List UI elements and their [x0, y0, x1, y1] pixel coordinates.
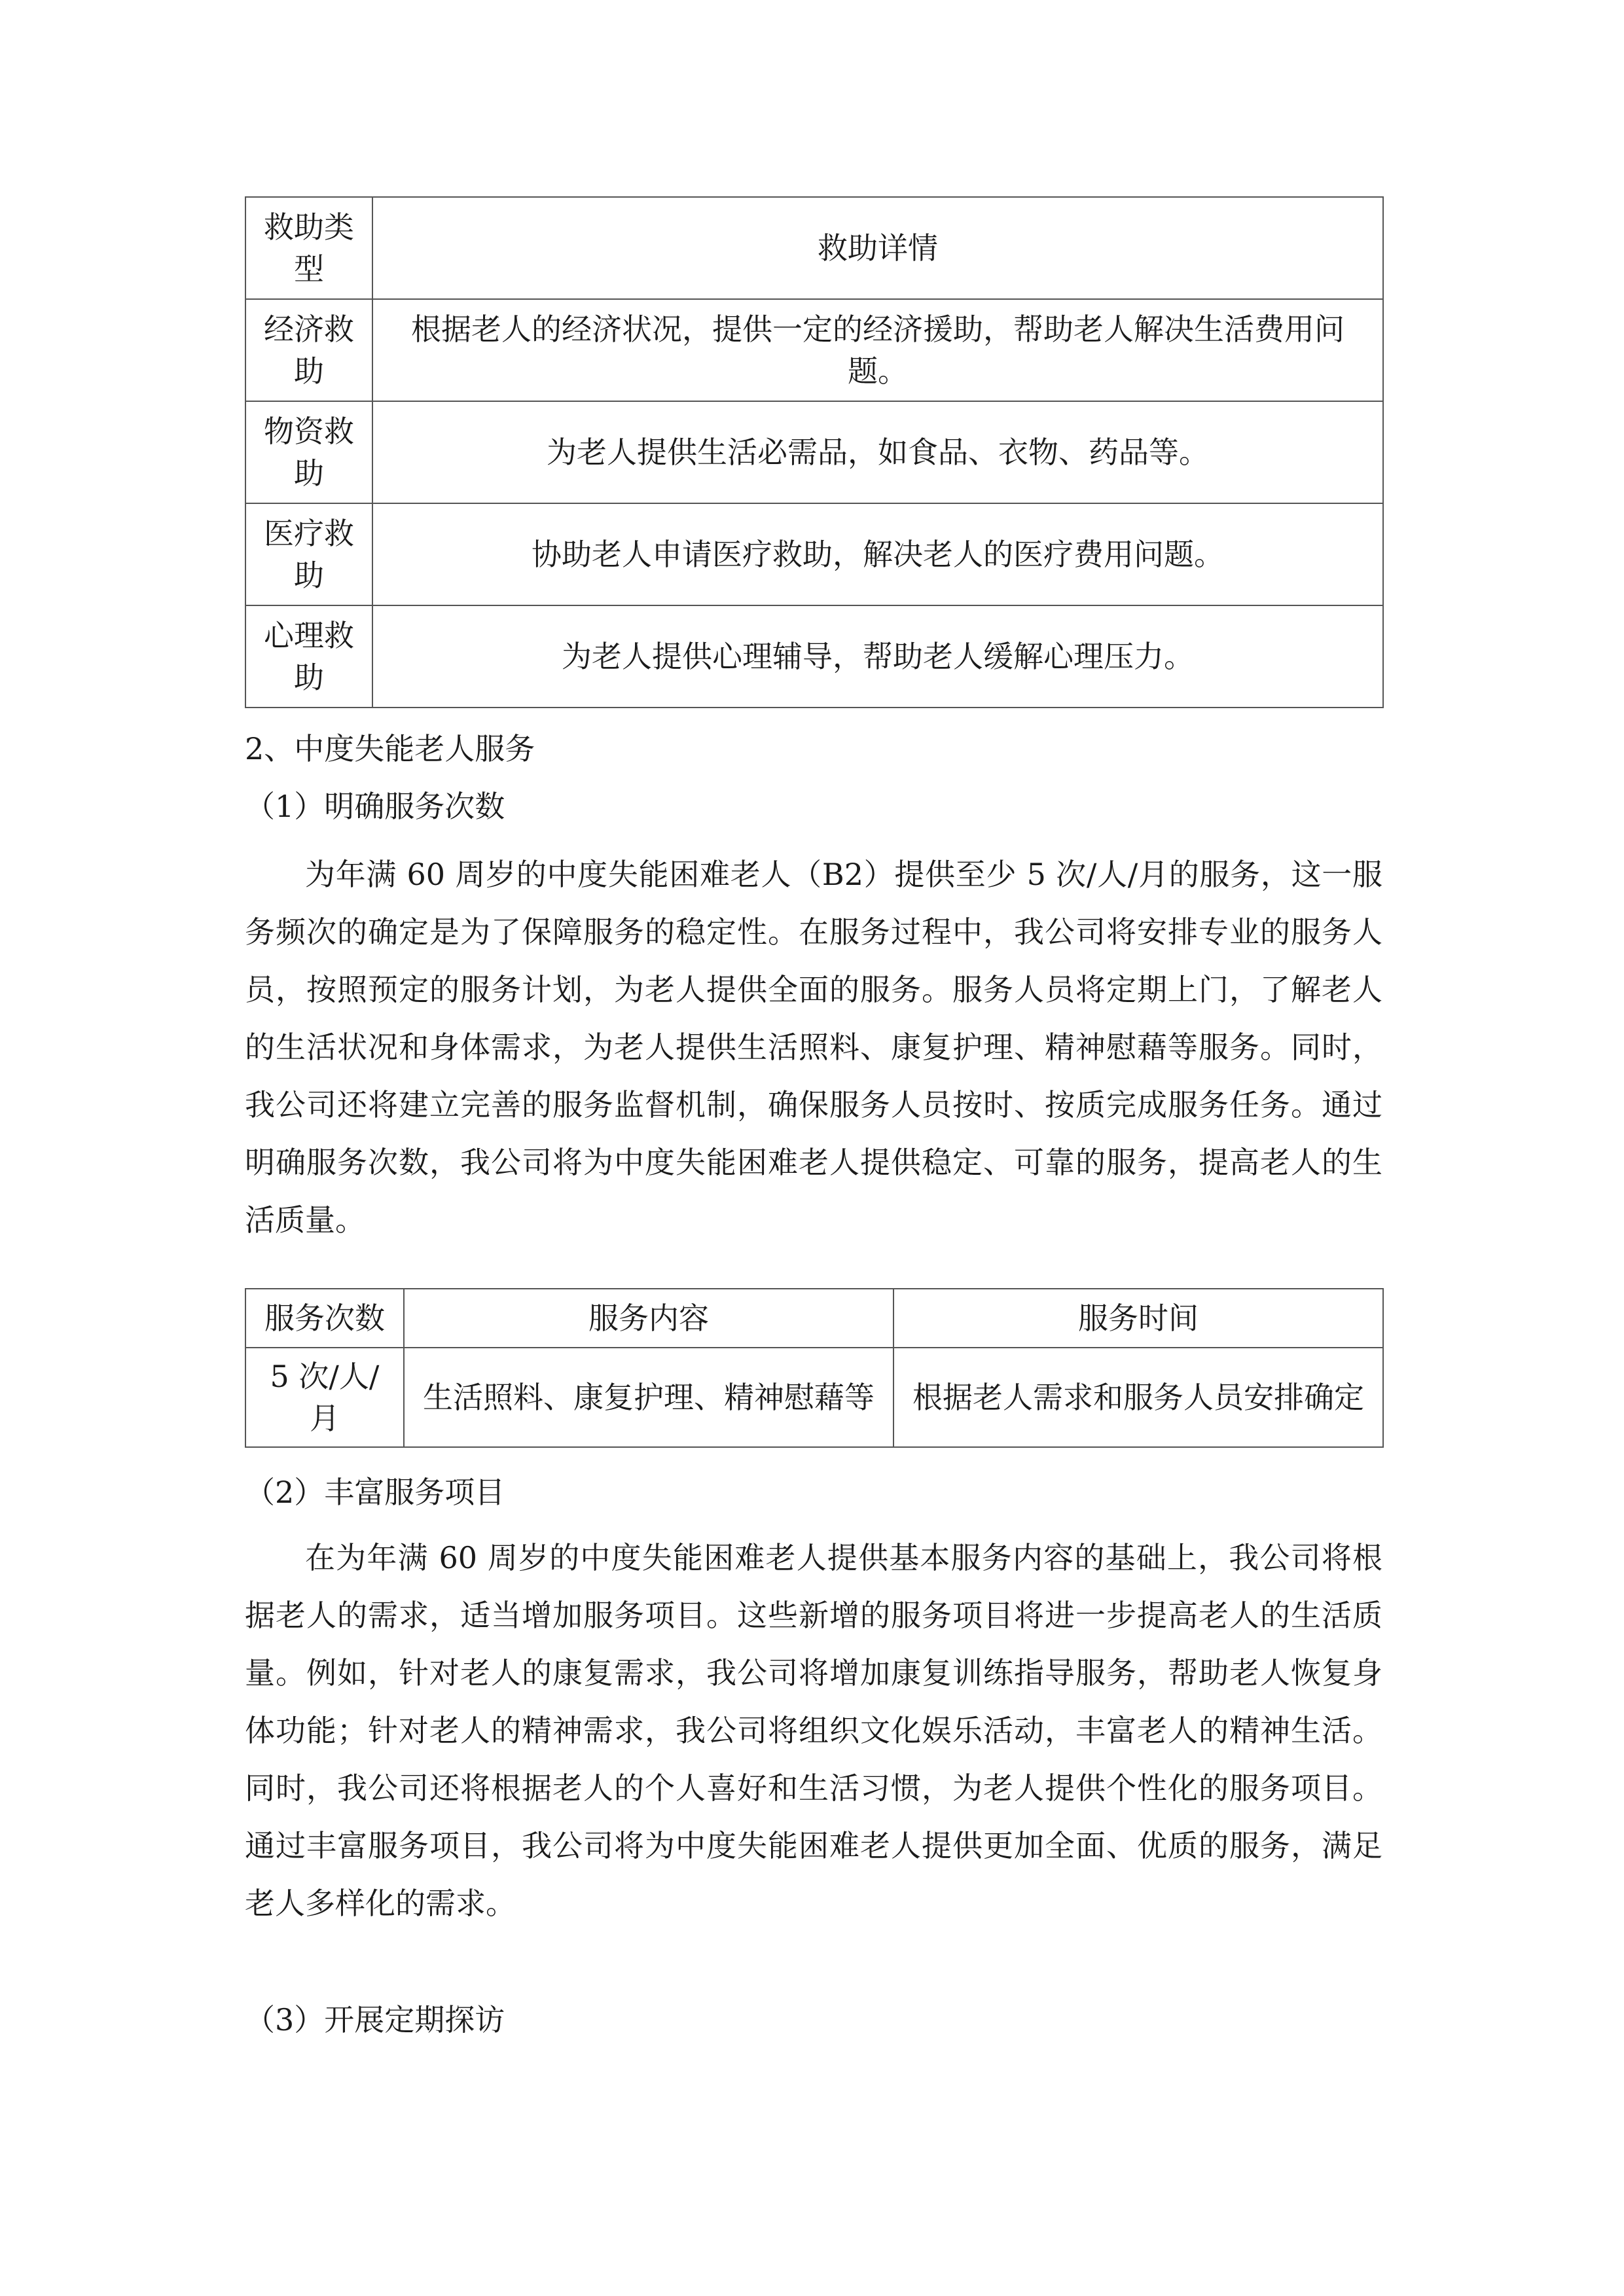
header-cell: 服务内容: [404, 1289, 893, 1348]
table-row: [245, 401, 1383, 503]
aid-type-cell: 经济救助: [245, 299, 372, 401]
header-cell: 救助类型: [245, 197, 372, 299]
aid-type-cell: 物资救助: [245, 401, 372, 503]
aid-type-table: [245, 196, 1384, 708]
aid-type-cell: 医疗救助: [245, 503, 372, 605]
header-cell: 服务次数: [245, 1289, 404, 1348]
section-heading: 2、中度失能老人服务: [245, 731, 535, 766]
aid-type-cell: 心理救助: [245, 605, 372, 708]
table-row: [245, 503, 1383, 605]
aid-detail-cell: 为老人提供生活必需品，如食品、衣物、药品等。: [372, 401, 1383, 503]
paragraph: 在为年满 60 周岁的中度失能困难老人提供基本服务内容的基础上，我公司将根据老人的需求，适当增加服务项目。这些新增的服务项目将进一步提高老人的生活质量。例如，针对老人的康复需求，我公司将增加康复训练指导服务，帮助老人恢复身体功能；针对老人的精神需求，我公司将组织文化娱乐活动，丰富老人的精神生活。同时，我公司还将根据老人的个人喜好和生活习惯，为老人提供个性化的服务项目。通过丰富服务项目，我公司将为中度失能困难老人提供更加全面、优质的服务，满足老人多样化的需求。: [245, 1540, 1382, 1921]
header-cell: 服务时间: [893, 1289, 1383, 1348]
service-frequency-table: [245, 1288, 1384, 1448]
table-header-row: [245, 197, 1383, 299]
header-cell: 救助详情: [372, 197, 1383, 299]
paragraph: 为年满 60 周岁的中度失能困难老人（B2）提供至少 5 次/人/月的服务，这一服务频次的确定是为了保障服务的稳定性。在服务过程中，我公司将安排专业的服务人员，按照预定的服务计划，为老人提供全面的服务。服务人员将定期上门，了解老人的生活状况和身体需求，为老人提供生活照料、康复护理、精神慰藉等服务。同时，我公司还将建立完善的服务监督机制，确保服务人员按时、按质完成服务任务。通过明确服务次数，我公司将为中度失能困难老人提供稳定、可靠的服务，提高老人的生活质量。: [245, 857, 1382, 1238]
aid-detail-cell: 协助老人申请医疗救助，解决老人的医疗费用问题。: [372, 503, 1383, 605]
time-cell: 根据老人需求和服务人员安排确定: [893, 1348, 1383, 1447]
subsection-heading: （2）丰富服务项目: [245, 1475, 505, 1510]
aid-detail-cell: 为老人提供心理辅导，帮助老人缓解心理压力。: [372, 605, 1383, 708]
table-header-row: [245, 1289, 1383, 1348]
table-row: [245, 299, 1383, 401]
subsection-heading: （1）明确服务次数: [245, 789, 505, 824]
table-row: [245, 605, 1383, 708]
frequency-cell: 5 次/人/月: [245, 1348, 404, 1447]
aid-detail-cell: 根据老人的经济状况，提供一定的经济援助，帮助老人解决生活费用问题。: [372, 299, 1383, 401]
content-cell: 生活照料、康复护理、精神慰藉等: [404, 1348, 893, 1447]
subsection-heading: （3）开展定期探访: [245, 2002, 505, 2037]
table-row: [245, 1348, 1383, 1447]
